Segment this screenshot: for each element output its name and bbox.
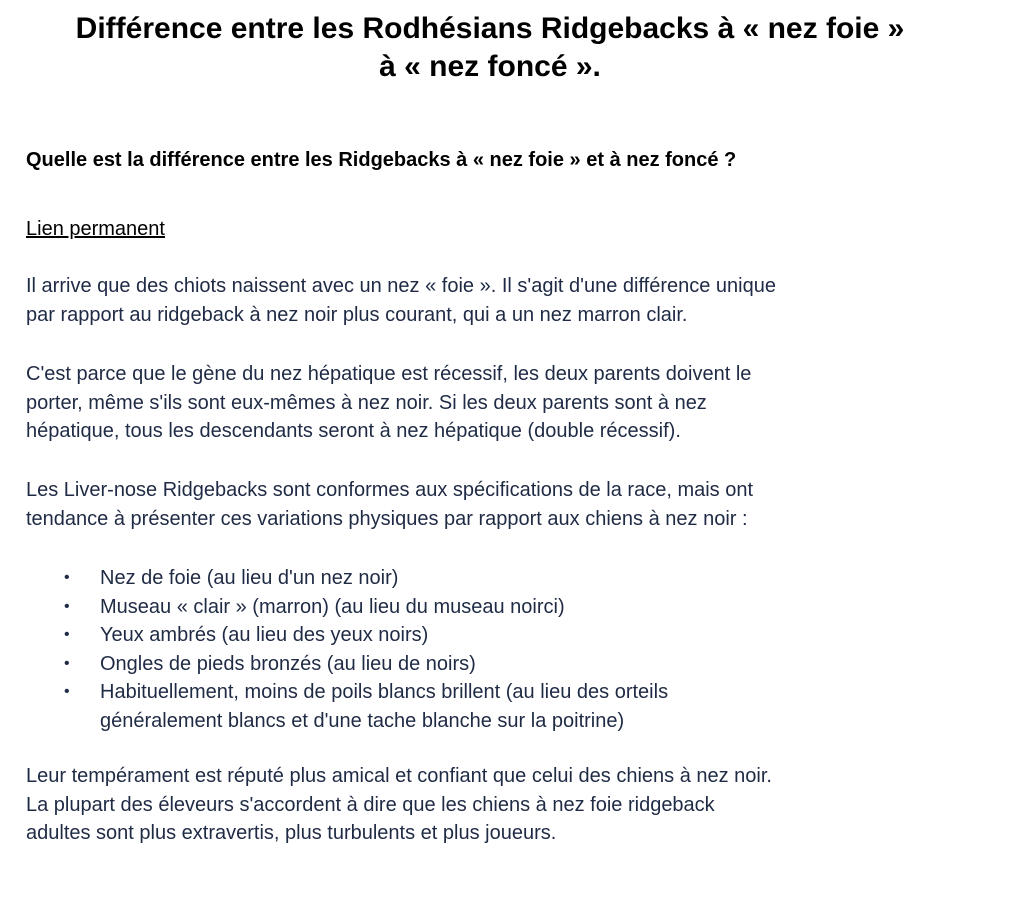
- paragraph-genetics: [26, 360, 986, 446]
- variations-list: [26, 564, 668, 735]
- list-item-line: Museau « clair » (marron) (au lieu du museau noirci): [100, 595, 565, 618]
- paragraph-line: par rapport au ridgeback à nez noir plus courant, qui a un nez marron clair.: [26, 303, 688, 326]
- bullet-icon: •: [64, 683, 70, 700]
- paragraph-line: Leur tempérament est réputé plus amical et confiant que celui des chiens à nez noir.: [26, 765, 772, 787]
- page-title: [0, 10, 980, 86]
- title-line-2: à « nez foncé ».: [379, 50, 601, 83]
- bullet-icon: •: [64, 626, 70, 643]
- paragraph-line: La plupart des éleveurs s'accordent à dire que les chiens à nez foie ridgeback: [26, 793, 715, 816]
- paragraph-line: Les Liver-nose Ridgebacks sont conformes aux spécifications de la race, mais ont: [26, 479, 754, 501]
- list-item: [26, 621, 668, 650]
- paragraph-variations: [26, 476, 986, 533]
- paragraph-temperament: [26, 762, 986, 848]
- title-line-1: Différence entre les Rodhésians Ridgebacks à « nez foie »: [75, 12, 905, 45]
- list-item-text: [100, 621, 668, 650]
- list-item-line: Yeux ambrés (au lieu des yeux noirs): [100, 624, 429, 646]
- paragraph-line: porter, même s'ils sont eux-mêmes à nez noir. Si les deux parents sont à nez: [26, 391, 707, 414]
- list-item: [26, 593, 668, 622]
- paragraph-line: Il arrive que des chiots naissent avec un nez « foie ». Il s'agit d'une différence unique: [26, 275, 776, 297]
- paragraph-line: C'est parce que le gène du nez hépatique est récessif, les deux parents doivent le: [26, 363, 752, 385]
- permalink-link[interactable]: Lien permanent: [26, 218, 165, 240]
- list-item-text: [100, 564, 668, 593]
- paragraph-line: adultes sont plus extravertis, plus turbulents et plus joueurs.: [26, 822, 557, 844]
- paragraph-line: tendance à présenter ces variations physiques par rapport aux chiens à nez noir :: [26, 507, 748, 530]
- list-item-text: [100, 650, 668, 679]
- list-item-line: Ongles de pieds bronzés (au lieu de noirs): [100, 652, 476, 675]
- list-item-line: généralement blancs et d'une tache blanche sur la poitrine): [100, 709, 625, 732]
- question-heading: Quelle est la différence entre les Ridgebacks à « nez foie » et à nez foncé ?: [26, 149, 737, 171]
- list-item: [26, 678, 668, 735]
- list-item-text: [100, 678, 668, 735]
- paragraph-intro: [26, 272, 986, 329]
- bullet-icon: •: [64, 654, 70, 672]
- list-item: [26, 564, 668, 593]
- list-item-text: [100, 593, 668, 622]
- list-item-line: Nez de foie (au lieu d'un nez noir): [100, 567, 399, 589]
- paragraph-line: hépatique, tous les descendants seront à nez hépatique (double récessif).: [26, 420, 681, 442]
- list-item: [26, 650, 668, 679]
- bullet-icon: •: [64, 569, 70, 586]
- list-item-line: Habituellement, moins de poils blancs brillent (au lieu des orteils: [100, 681, 669, 703]
- bullet-icon: •: [64, 597, 70, 615]
